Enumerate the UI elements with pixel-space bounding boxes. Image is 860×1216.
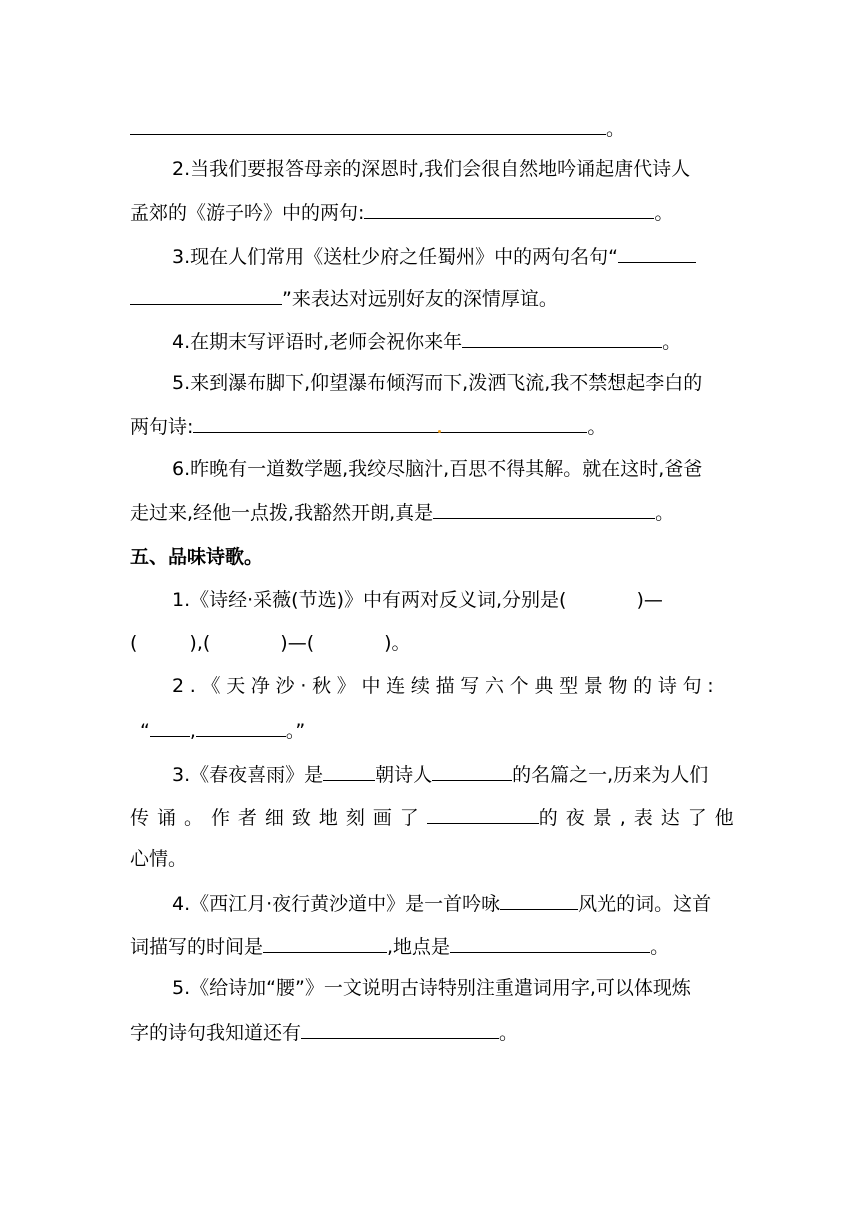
answer-blank[interactable] <box>364 198 654 219</box>
answer-blank[interactable] <box>618 242 696 263</box>
punctuation: 。 <box>587 416 607 438</box>
s5-q3-text: 的夜景,表达了他 <box>538 807 742 829</box>
q5-line1: 5.来到瀑布脚下,仰望瀑布倾泻而下,泼洒飞流,我不禁想起李白的 <box>172 372 703 394</box>
q3-text: 3.现在人们常用《送杜少府之任蜀州》中的两句名句“ <box>172 246 618 268</box>
answer-blank[interactable] <box>193 412 587 433</box>
q1-answer-line <box>130 114 625 142</box>
s5-q4-line2 <box>130 932 669 960</box>
answer-blank[interactable] <box>130 284 282 305</box>
s5-q4-line1 <box>172 889 711 917</box>
s5-q3-text: 传诵。作者细致地刻画了 <box>130 807 427 829</box>
answer-blank[interactable] <box>427 803 539 824</box>
s5-q4-text: 4.《西江月·夜行黄沙道中》是一首吟咏 <box>172 893 501 915</box>
answer-blank[interactable] <box>150 716 190 737</box>
q5-line2 <box>130 412 606 440</box>
paren: )。 <box>384 632 411 654</box>
answer-blank[interactable] <box>323 760 375 781</box>
answer-blank[interactable] <box>301 1018 499 1039</box>
punctuation: 。 <box>662 331 682 353</box>
s5-q3-line2 <box>130 803 742 831</box>
punctuation: 。 <box>499 1022 519 1044</box>
answer-blank[interactable] <box>500 889 578 910</box>
s5-q5-line2 <box>130 1018 518 1046</box>
answer-blank[interactable] <box>462 327 662 348</box>
s5-q4-text: 风光的词。这首 <box>578 893 712 915</box>
q3-text: ”来表达对远别好友的深情厚谊。 <box>282 288 558 310</box>
q6-line1: 6.昨晚有一道数学题,我绞尽脑汁,百思不得其解。就在这时,爸爸 <box>172 458 703 480</box>
q4-text: 4.在期末写评语时,老师会祝你来年 <box>172 331 463 353</box>
quote: 。” <box>285 720 306 742</box>
s5-q4-text: 词描写的时间是 <box>130 936 264 958</box>
s5-q1-text: 1.《诗经·采薇(节选)》中有两对反义词,分别是( <box>172 589 567 611</box>
paren: ),( <box>189 632 211 654</box>
q2-line2 <box>130 198 673 226</box>
punctuation: 。 <box>650 936 670 958</box>
q3-line2 <box>130 284 558 312</box>
punctuation: 。 <box>654 202 674 224</box>
paren: ( <box>130 632 138 654</box>
section-title: 五、品味诗歌。 <box>130 546 264 568</box>
q2-line1: 2.当我们要报答母亲的深恩时,我们会很自然地吟诵起唐代诗人 <box>172 158 691 180</box>
quote: “ <box>140 720 150 742</box>
q5-text: 两句诗: <box>130 416 194 438</box>
s5-q4-text: ,地点是 <box>387 936 451 958</box>
s5-q1-line2 <box>130 630 411 656</box>
q6-line2 <box>130 498 674 526</box>
punctuation: 。 <box>606 118 626 140</box>
s5-q1-text: )— <box>636 589 663 611</box>
s5-q3-line3: 心情。 <box>130 848 188 870</box>
s5-q1-line1 <box>172 587 663 613</box>
paren: )—( <box>280 632 315 654</box>
s5-q3-line1 <box>172 760 708 788</box>
answer-blank[interactable] <box>263 932 387 953</box>
s5-q2-line2 <box>140 716 305 744</box>
q6-text: 走过来,经他一点拨,我豁然开朗,真是 <box>130 502 434 524</box>
answer-blank[interactable] <box>432 760 512 781</box>
q2-text: 孟郊的《游子吟》中的两句: <box>130 202 365 224</box>
answer-blank[interactable] <box>450 932 650 953</box>
comma: , <box>189 720 196 742</box>
s5-q3-text: 朝诗人 <box>375 764 433 786</box>
q3-line1 <box>172 242 696 270</box>
answer-blank[interactable] <box>130 114 606 135</box>
stray-dot <box>438 430 441 433</box>
s5-q2-line1: 2.《天净沙·秋》中连续描写六个典型景物的诗句: <box>172 675 720 697</box>
answer-blank[interactable] <box>433 498 655 519</box>
punctuation: 。 <box>655 502 675 524</box>
s5-q5-line1: 5.《给诗加“腰”》一文说明古诗特别注重遣词用字,可以体现炼 <box>172 977 691 999</box>
s5-q5-text: 字的诗句我知道还有 <box>130 1022 302 1044</box>
q4-line <box>172 327 681 355</box>
answer-blank[interactable] <box>196 716 286 737</box>
s5-q3-text: 的名篇之一,历来为人们 <box>512 764 709 786</box>
s5-q3-text: 3.《春夜喜雨》是 <box>172 764 324 786</box>
